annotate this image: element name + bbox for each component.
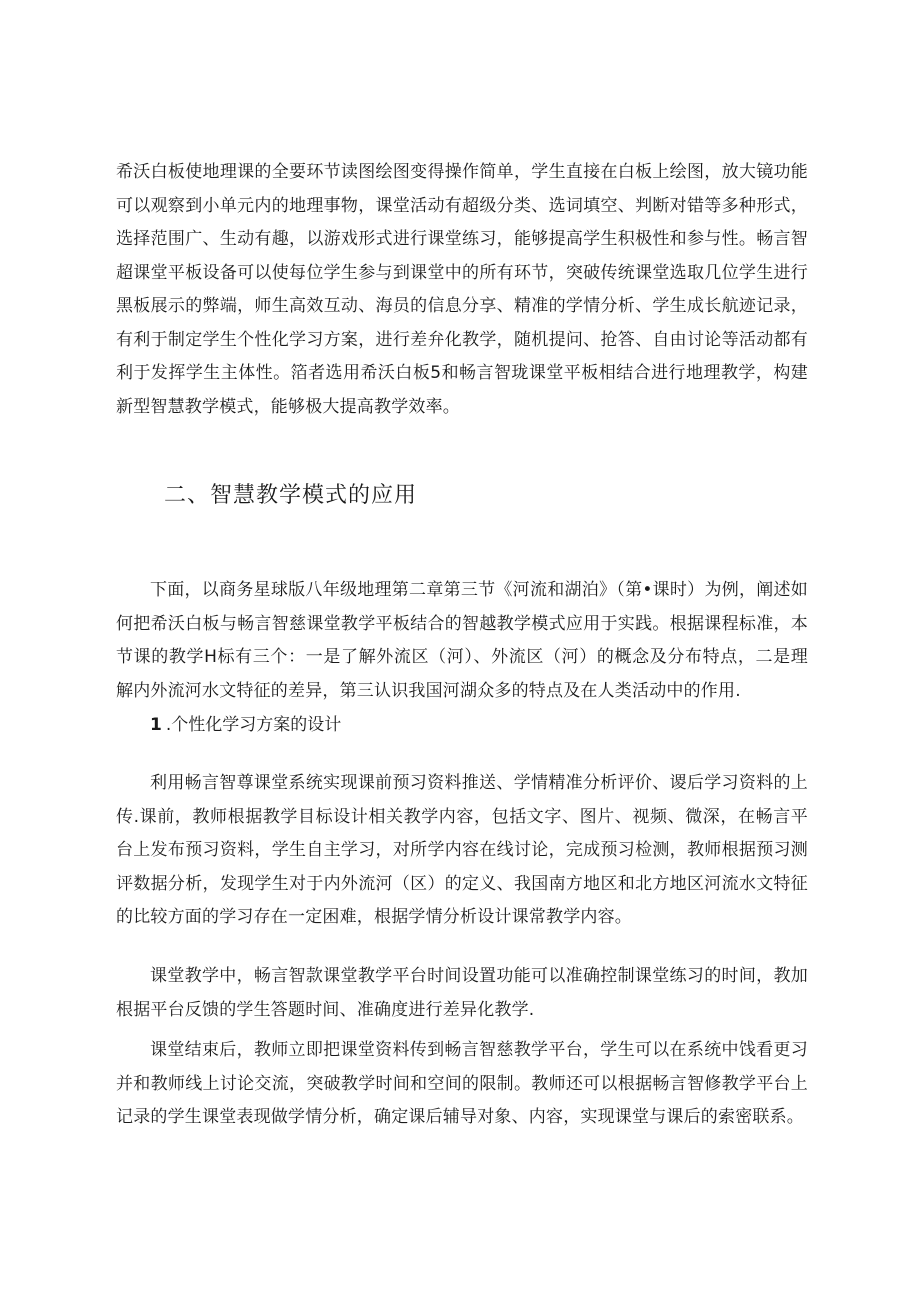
subsection-paragraph-post-class: 课堂结束后，教师立即把课堂资料传到畅言智慈教学平台，学生可以在系统中饯看更习并和教师线上讨论交流，突破教学时间和空间的限制。教师还可以根据畅言智修教学平台上记录的学生课堂表现做学情分析，确定课后辅导对象、内容，实现课堂与课后的索密联系。	[116, 1040, 808, 1127]
subsection-title: .个性化学习方案的设计	[165, 715, 342, 735]
section-paragraph: 下面，以商务星球版八年级地理第二章第三节《河流和湖泊》（第•课时）为例，阐述如何把希沃白板与畅言智慈课堂教学平板结合的智越教学模式应用于实践。根据课程标准，本节课的教学H标有三个：一是了解外流区（河）、外流区（河）的概念及分布特点，二是理解内外流河水文特征的差异，第三认识我国河湖众多的特点及在人类活动中的作用.	[116, 580, 808, 701]
section-heading: 二、智慧教学模式的应用	[164, 483, 418, 508]
subsection-paragraph-in-class: 课堂教学中，畅言智款课堂教学平台时间设置功能可以准确控制课堂练习的时间，教加根据平台反馈的学生答题时间、准确度进行差异化教学.	[116, 966, 808, 1020]
subsection-paragraph-pre-class: 利用畅言智尊课堂系统实现课前预习资料推送、学情精准分析评价、谡后学习资料的上传.课前，教师根据教学目标设计相关教学内容，包括文字、图片、视频、微深，在畅言平台上发布预习资料，学生自主学习，对所学内容在线讨论，完成预习检测，教师根据预习测评数据分析，发现学生对于内外流河（区）的定义、我国南方地区和北方地区河流水文特征的比较方面的学习存在一定困难，根据学情分析设计课常教学内容。	[116, 773, 808, 927]
subsection-heading	[150, 709, 341, 742]
intro-paragraph: 希沃白板使地理课的全要环节读图绘图变得操作简单，学生直接在白板上绘图，放大镜功能可以观察到小单元内的地理事物，课堂活动有超级分类、选词填空、判断对错等多种形式，选择范围广、生动有趣，以游戏形式进行课堂练习，能够提高学生积极性和参与性。畅言智超课堂平板设备可以使每位学生参与到课堂中的所有环节，突破传统课堂选取几位学生进行黑板展示的弊端，师生高效互动、海员的信息分享、精准的学情分析、学生成长航迹记录，有利于制定学生个性化学习方案，进行差弁化教学，随机提问、抢答、自由讨论等活动都有利于发挥学生主体性。箔者选用希沃白板5和畅言智珑课堂平板相结合进行地理教学，构建新型智慧教学模式，能够极大提高教学效率。	[116, 162, 808, 417]
subsection-number: 1	[150, 715, 162, 735]
